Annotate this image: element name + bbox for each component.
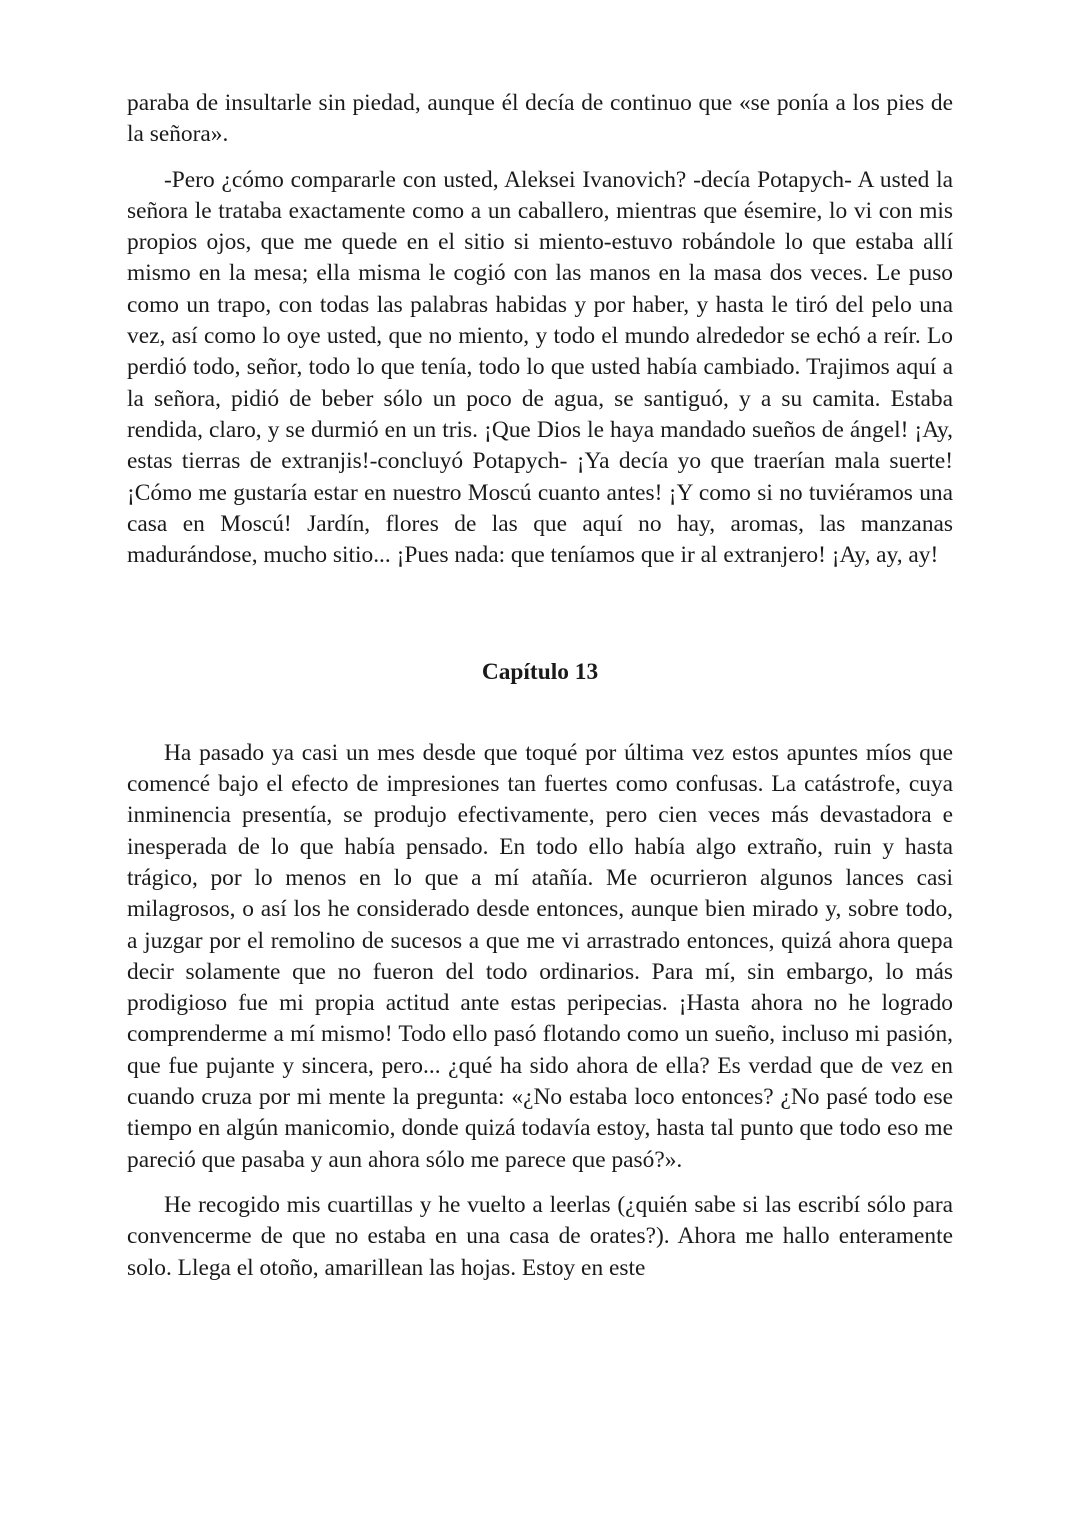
paragraph-potapych-dialogue: -Pero ¿cómo compararle con usted, Aleksei Ivanovich? -decía Potapych- A usted la señora le trataba exactamente como a un caballero, mientras que ésemire, lo vi con mis propios ojos, que me quede en el sitio si miento-estuvo robándole lo que estaba allí mismo en la mesa; ella misma le cogió con las manos en la masa dos veces. Le puso como un trapo, con todas las palabras habidas y por haber, y hasta le tiró del pelo una vez, así como lo oye usted, que no miento, y todo el mundo alrededor se echó a reír. Lo perdió todo, señor, todo lo que tenía, todo lo que usted había cambiado. Trajimos aquí a la señora, pidió de beber sólo un poco de agua, se santiguó, y a su camita. Estaba rendida, claro, y se durmió en un tris. ¡Que Dios le haya mandado sueños de ángel! ¡Ay, estas tierras de extranjis!-concluyó Potapych- ¡Ya decía yo que traerían mala suerte! ¡Cómo me gustaría estar en nuestro Moscú cuanto antes! ¡Y como si no tuviéramos una casa en Moscú! Jardín, flores de las que aquí no hay, aromas, las manzanas madurándose, mucho sitio... ¡Pues nada: que teníamos que ir al extranjero! ¡Ay, ay, ay! — [127, 166, 953, 569]
paragraph-chapter-opening: Ha pasado ya casi un mes desde que toqué por última vez estos apuntes míos que comencé bajo el efecto de impresiones tan fuertes como confusas. La catástrofe, cuya inminencia presentía, se produjo efectivamente, pero cien veces más devastadora e inesperada de lo que había pensado. En todo ello había algo extraño, ruin y hasta trágico, por lo menos en lo que a mí atañía. Me ocurrieron algunos lances casi milagrosos, o así los he considerado desde entonces, aunque bien mirado y, sobre todo, a juzgar por el remolino de sucesos a que me vi arrastrado entonces, quizá ahora quepa decir solamente que no fueron del todo ordinarios. Para mí, sin embargo, lo más prodigioso fue mi propia actitud ante estas peripecias. ¡Hasta ahora no he logrado comprenderme a mí mismo! Todo ello pasó flotando como un sueño, incluso mi pasión, que fue pujante y sincera, pero... ¿qué ha sido ahora de ella? Es verdad que de vez en cuando cruza por mi mente la pregunta: «¿No estaba loco entonces? ¿No pasé todo ese tiempo en algún manicomio, donde quizá todavía estoy, hasta tal punto que todo eso me pareció que pasaba y aun ahora sólo me parece que pasó?». — [127, 739, 953, 1173]
paragraph-cuartillas: He recogido mis cuartillas y he vuelto a leerlas (¿quién sabe si las escribí sólo para convencerme de que no estaba en una casa de orates?). Ahora me hallo enteramente solo. Llega el otoño, amarillean las hojas. Estoy en este — [127, 1191, 953, 1281]
document-page — [127, 88, 953, 1284]
paragraph-continuation: paraba de insultarle sin piedad, aunque él decía de continuo que «se ponía a los pies de la señora». — [127, 90, 953, 148]
chapter-title: Capítulo 13 — [481, 659, 599, 686]
